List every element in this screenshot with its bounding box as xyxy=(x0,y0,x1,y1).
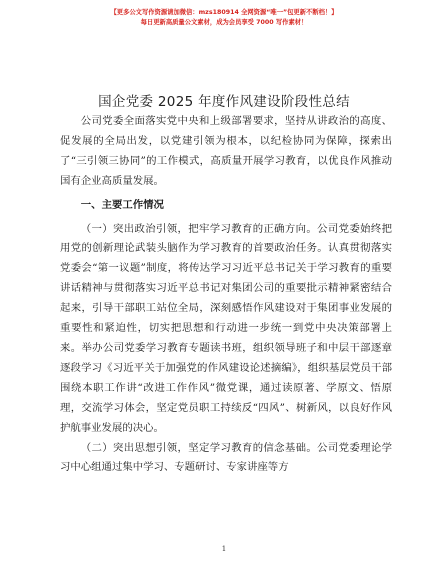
document-body xyxy=(60,112,392,478)
page-number: 1 xyxy=(221,545,227,553)
body-paragraph: （一）突出政治引领，把牢学习教育的正确方向。公司党委始终把用党的创新理论武装头脑作为学习教育的首要政治任务。认真贯彻落实党委会“第一议题”制度，将传达学习习近平总书记关于学习教育的重要讲话精神与贯彻落实习近平总书记对集团公司的重要批示精神紧密结合起来，引导干部职工站位全局，深刻感悟作风建设对于集团事业发展的重要性和紧迫性，切实把思想和行动进一步统一到党中央决策部署上来。举办公司党委学习教育专题读书班，组织领导班子和中层干部逐章逐段学习《习近平关于加强党的作风建设论述摘编》，组织基层党员干部围绕本职工作讲“改进工作作风”微党课，通过读原著、学原文、悟原理，交流学习体会，坚定党员职工持续反“四风”、树新风，以良好作风护航事业发展的决心。 xyxy=(60,222,392,434)
document-title: 国企党委 2025 年度作风建设阶段性总结 xyxy=(98,94,350,110)
body-paragraph: （二）突出思想引领，坚定学习教育的信念基础。公司党委理论学习中心组通过集中学习、专题研讨、专家讲座等方 xyxy=(60,441,392,474)
promo-line-1: 【更多公文写作资源请加微信：mzs180914 全网资源“唯一”包更新不断档！】 xyxy=(110,9,338,16)
section-heading: 一、主要工作情况 xyxy=(80,198,164,211)
promo-line-2: 每日更新高质量公文素材，成为会员享受 7000 写作素材！ xyxy=(140,19,308,26)
intro-paragraph: 公司党委全面落实党中央和上级部署要求，坚持从讲政治的高度、促发展的全局出发，以党建引领为根本，以纪检协同为保障，探索出了“三引领三协同”的工作模式，高质量开展学习教育，以优良作风推动国有企业高质量发展。 xyxy=(60,115,392,187)
promo-banner xyxy=(0,8,448,28)
